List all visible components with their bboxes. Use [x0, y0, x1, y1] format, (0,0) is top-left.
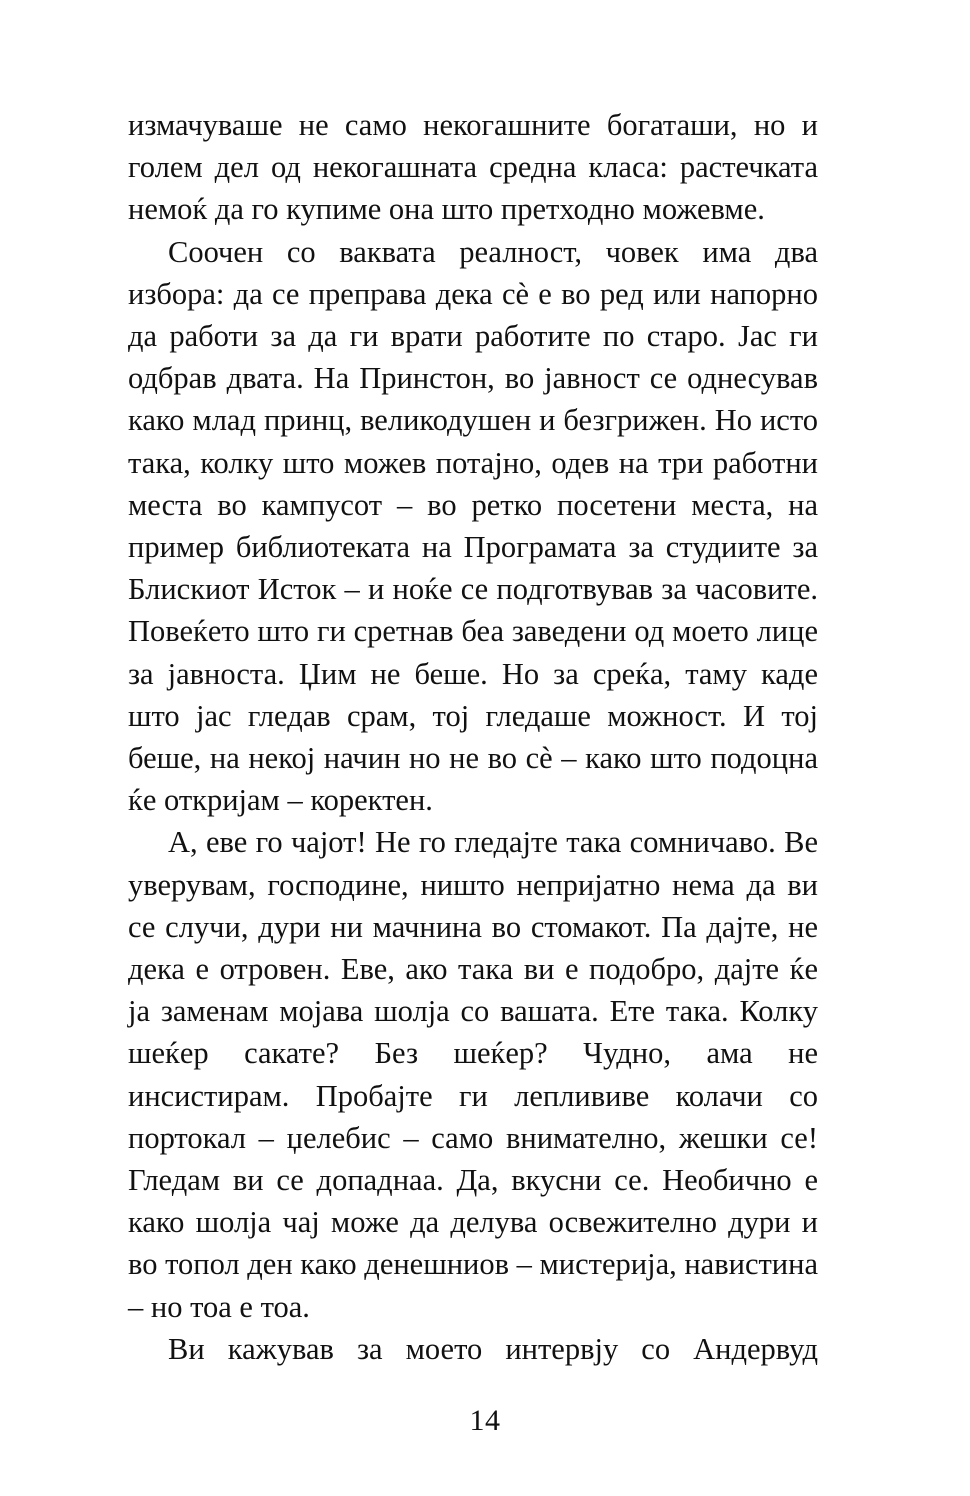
- paragraph-interview: Ви кажував за моето интервју со Андервуд: [168, 1331, 818, 1366]
- paragraph-tea: А, еве го чајот! Не го гледајте така сомничаво. Ве уверувам, господине, ништо непријатно нема да ви се случи, дури ни мачнина во стомакот. Па дајте, не дека е отровен. Еве, ако така ви е подобро, дајте ќе ја заменам мојава шолја со вашата. Ете така. Колку шеќер сакате? Без шеќер? Чудно, ама не инсистирам. Пробајте ги леплививе колачи со портокал – џелебис – само внимателно, жешки се! Гледам ви се допаднаа. Да, вкусни се. Необично е како шолја чај може да делува освежително дури и во топол ден како денешниов – мистерија, навистина – но тоа е тоа.: [128, 825, 818, 1324]
- page-text-block: [128, 104, 818, 1412]
- paragraph-choices: Соочен со ваквата реалност, човек има два избора: да се преправа дека сѐ е во ред или напорно да работи за да ги врати работите по старо. Јас ги одбрав двата. На Принстон, во јавност се однесував како млад принц, великодушен и безгрижен. Но исто така, колку што можев потајно, одев на три работни места во кампусот – во ретко посетени места, на пример библиотеката на Програмата за студиите за Блискиот Исток – и ноќе се подготвував за часовите. Повеќето што ги сретнав беа заведени од моето лице за јавноста. Џим не беше. Но за среќа, таму каде што јас гледав срам, тој гледаше можност. И тој беше, на некој начин но не во сѐ – како што подоцна ќе откријам – коректен.: [128, 234, 818, 818]
- paragraph-continuation: измачуваше не само некогашните богаташи, но и голем дел од некогашната средна класа: растечката немоќ да го купиме она што претходно можевме.: [128, 108, 818, 227]
- page-number: 14: [469, 1404, 501, 1437]
